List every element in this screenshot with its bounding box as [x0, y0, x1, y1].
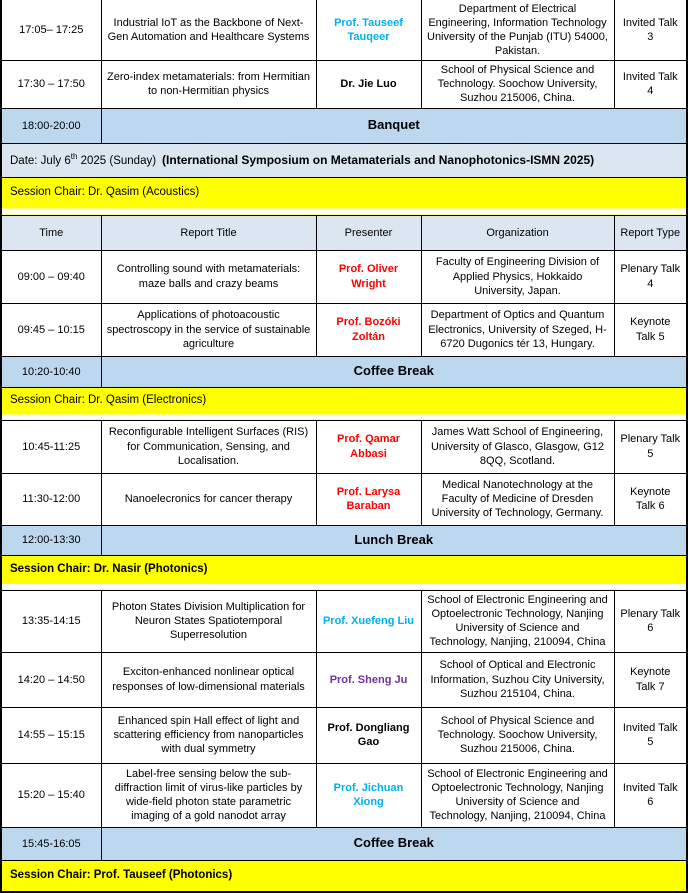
break-label: Coffee Break	[353, 363, 434, 379]
talk-row	[1, 707, 687, 763]
talk-presenter	[316, 652, 421, 707]
talk-report-type: Keynote Talk 6	[614, 473, 687, 525]
break-time: 18:00-20:00	[1, 108, 101, 143]
talk-presenter	[316, 61, 421, 108]
talk-time: 13:35-14:15	[1, 590, 101, 652]
talk-organization: Department of Optics and Quantum Electronics, University of Szeged, H-6720 Dugonics tér 13, Hungary.	[421, 303, 614, 356]
break-label: Coffee Break	[353, 835, 434, 851]
talk-presenter	[316, 250, 421, 303]
talk-title: Industrial IoT as the Backbone of Next-Gen Automation and Healthcare Systems	[101, 0, 316, 61]
talk-organization: School of Electronic Engineering and Optoelectronic Technology, Nanjing University of Science and Technology, Nanjing, 210094, China	[421, 763, 614, 827]
presenter-name: Prof. Jichuan Xiong	[333, 781, 404, 809]
talk-organization: School of Optical and Electronic Information, Suzhou City University, Suzhou 215104, China.	[421, 652, 614, 707]
talk-report-type: Invited Talk 6	[614, 763, 687, 827]
presenter-name: Prof. Tauseef Tauqeer	[334, 17, 403, 44]
presenter-name: Prof. Bozóki Zoltán	[336, 316, 401, 343]
talk-time: 14:55 – 15:15	[1, 707, 101, 763]
talk-organization: Faculty of Engineering Division of Applied Physics, Hokkaido University, Japan.	[421, 250, 614, 303]
break-time: 10:20-10:40	[1, 356, 101, 387]
header-presenter: Presenter	[316, 215, 421, 250]
talk-report-type: Invited Talk 4	[614, 61, 687, 108]
talk-presenter	[316, 303, 421, 356]
talk-title: Photon States Division Multiplication for Neuron States Spatiotemporal Superresolution	[101, 590, 316, 652]
break-cell	[101, 525, 687, 555]
talk-report-type: Invited Talk 5	[614, 707, 687, 763]
talk-title: Zero-index metamaterials: from Hermitian to non-Hermitian physics	[101, 61, 316, 108]
break-time: 12:00-13:30	[1, 525, 101, 555]
talk-row	[1, 652, 687, 707]
talk-organization: Medical Nanotechnology at the Faculty of Medicine of Dresden University of Technology, Germany.	[421, 473, 614, 525]
talk-time: 15:20 – 15:40	[1, 763, 101, 827]
talk-presenter	[316, 0, 421, 61]
session-chair-cell: Session Chair: Dr. Qasim (Electronics)	[1, 387, 687, 420]
talk-time: 14:20 – 14:50	[1, 652, 101, 707]
talk-time: 10:45-11:25	[1, 420, 101, 473]
date-row	[1, 143, 687, 177]
symposium-title: (International Symposium on Metamaterials and Nanophotonics-ISMN 2025)	[162, 152, 595, 167]
coffee-break-row	[1, 356, 687, 387]
presenter-name: Prof. Xuefeng Liu	[322, 615, 415, 627]
talk-title: Applications of photoacoustic spectroscopy in the service of sustainable agriculture	[101, 303, 316, 356]
break-time: 15:45-16:05	[1, 827, 101, 860]
presenter-name: Dr. Jie Luo	[340, 78, 397, 91]
session-chair-row	[1, 387, 687, 420]
talk-presenter	[316, 420, 421, 473]
talk-organization: Department of Electrical Engineering, Information Technology University of the Punjab (ITU) 54000, Pakistan.	[421, 0, 614, 61]
presenter-name: Prof. Dongliang Gao	[327, 721, 410, 749]
talk-presenter	[316, 707, 421, 763]
talk-row	[1, 473, 687, 525]
date-cell	[1, 143, 687, 177]
talk-organization: School of Electronic Engineering and Optoelectronic Technology, Nanjing University of Science and Technology, Nanjing, 210094, China	[421, 590, 614, 652]
talk-row	[1, 250, 687, 303]
presenter-name: Prof. Sheng Ju	[329, 673, 408, 686]
talk-report-type: Plenary Talk 6	[614, 590, 687, 652]
talk-title: Enhanced spin Hall effect of light and scattering efficiency from nanoparticles with dual symmetry	[101, 707, 316, 763]
talk-time: 17:30 – 17:50	[1, 61, 101, 108]
talk-title: Exciton-enhanced nonlinear optical responses of low-dimensional materials	[101, 652, 316, 707]
talk-presenter	[316, 763, 421, 827]
coffee-break-row	[1, 827, 687, 860]
session-chair-row	[1, 860, 687, 892]
presenter-name: Prof. Oliver Wright	[338, 263, 399, 290]
date-text: Date: July 6	[10, 154, 71, 167]
break-cell	[101, 827, 687, 860]
break-label: Lunch Break	[354, 531, 434, 547]
talk-time: 09:00 – 09:40	[1, 250, 101, 303]
talk-row	[1, 763, 687, 827]
session-chair-row	[1, 177, 687, 215]
talk-row	[1, 61, 687, 108]
talk-time: 11:30-12:00	[1, 473, 101, 525]
talk-row	[1, 420, 687, 473]
talk-report-type: Keynote Talk 5	[614, 303, 687, 356]
talk-row	[1, 303, 687, 356]
presenter-name: Prof. Qamar Abbasi	[337, 433, 400, 460]
date-ordinal: th	[70, 151, 78, 161]
talk-organization: School of Physical Science and Technology. Soochow University, Suzhou 215006, China.	[421, 61, 614, 108]
talk-report-type: Keynote Talk 7	[614, 652, 687, 707]
header-time: Time	[1, 215, 101, 250]
break-label: Banquet	[367, 117, 420, 133]
talk-title: Controlling sound with metamaterials: maze balls and crazy beams	[101, 250, 316, 303]
date-text-cont: 2025 (Sunday)	[77, 154, 157, 167]
lunch-break-row	[1, 525, 687, 555]
session-chair-row	[1, 555, 687, 590]
header-organization: Organization	[421, 215, 614, 250]
talk-title: Nanoelecronics for cancer therapy	[101, 473, 316, 525]
break-cell	[101, 356, 687, 387]
talk-report-type: Plenary Talk 5	[614, 420, 687, 473]
presenter-name: Prof. Larysa Baraban	[336, 485, 401, 513]
talk-report-type: Plenary Talk 4	[614, 250, 687, 303]
talk-title: Label-free sensing below the sub-diffraction limit of virus-like particles by wide-field photon state parametric imaging of a gold nanodot array	[101, 763, 316, 827]
break-cell	[101, 108, 687, 143]
talk-time: 09:45 – 10:15	[1, 303, 101, 356]
session-chair-cell: Session Chair: Prof. Tauseef (Photonics)	[1, 860, 687, 892]
talk-row	[1, 0, 687, 61]
talk-report-type: Invited Talk 3	[614, 0, 687, 61]
talk-presenter	[316, 473, 421, 525]
session-chair-cell: Session Chair: Dr. Nasir (Photonics)	[1, 555, 687, 590]
talk-organization: James Watt School of Engineering, University of Glasco, Glasgow, G12 8QQ, Scotland.	[421, 420, 614, 473]
session-chair-cell: Session Chair: Dr. Qasim (Acoustics)	[1, 177, 687, 215]
banquet-row	[1, 108, 687, 143]
talk-title: Reconfigurable Intelligent Surfaces (RIS) for Communication, Sensing, and Localisation.	[101, 420, 316, 473]
talk-time: 17:05– 17:25	[1, 0, 101, 61]
header-report-title: Report Title	[101, 215, 316, 250]
talk-organization: School of Physical Science and Technology. Soochow University, Suzhou 215006, China.	[421, 707, 614, 763]
header-report-type: Report Type	[614, 215, 687, 250]
table-header-row	[1, 215, 687, 250]
talk-row	[1, 590, 687, 652]
talk-presenter	[316, 590, 421, 652]
